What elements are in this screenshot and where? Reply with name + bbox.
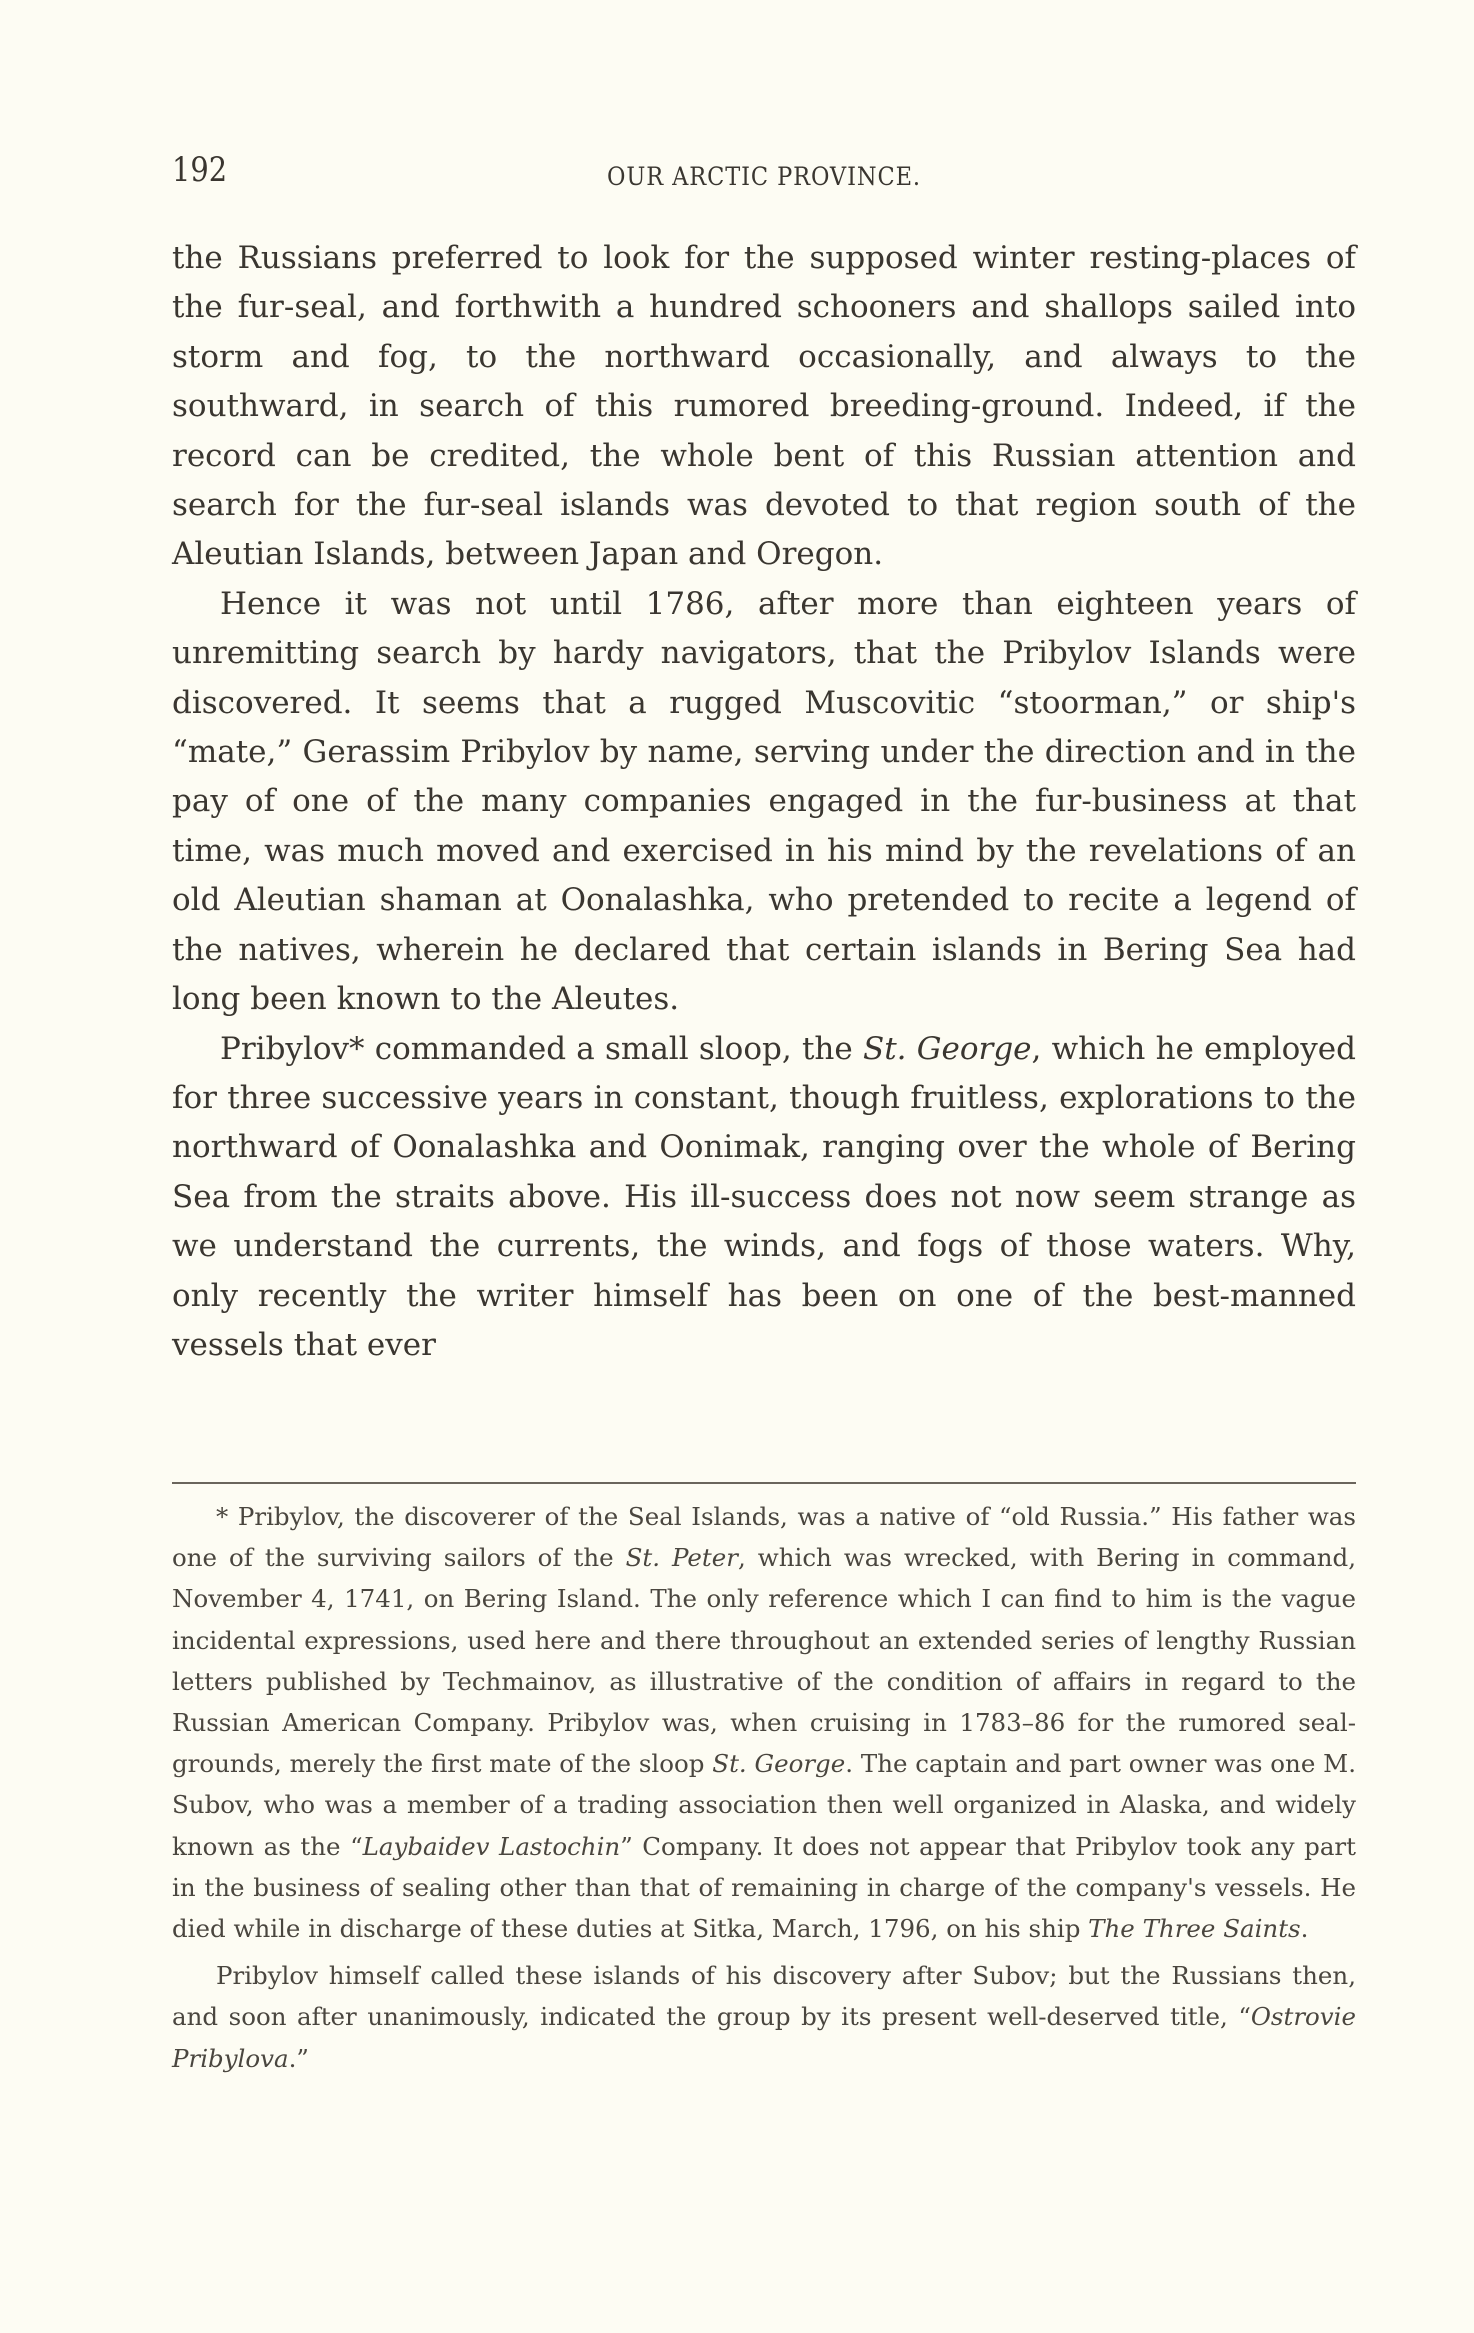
footnote-text: , which was wrecked, with Bering in command, November 4, 1741, on Bering Island. The only reference which I can find to him is the vague incidental expressions, used here and there throughout an extended series of lengthy Russian letters published by Techmainov, as illustrative of the condition of affairs in regard to the Russian American Company. Pribylov was, when cruising in 1783–86 for the rumored seal-grounds, merely the first mate of the sloop [172, 1543, 1356, 1779]
paragraph: the Russians preferred to look for the supposed winter resting-places of the fur-seal, and forthwith a hundred schooners and shallops sailed into storm and fog, to the northward occasionally, and always to the southward, in search of this rumored breeding-ground. Indeed, if the record can be credited, the whole bent of this Russian attention and search for the fur-seal islands was devoted to that region south of the Aleutian Islands, between Japan and Oregon. [172, 240, 1356, 573]
ship-name: St. Peter [625, 1543, 738, 1573]
paragraph-text: Pribylov* commanded a small sloop, the [220, 1030, 863, 1067]
paragraph: Hence it was not until 1786, after more than eighteen years of unremitting search by hardy navigators, that the Pribylov Islands were discovered. It seems that a rugged Muscovitic “stoorman,” or ship's “mate,” Gerassim Pribylov by name, serving under the direction and in the pay of one of the many companies engaged in the fur-business at that time, was much moved and exercised in his mind by the revelations of an old Aleutian shaman at Oonalashka, who pretended to recite a legend of the natives, wherein he declared that certain islands in Bering Sea had long been known to the Aleutes. [172, 585, 1356, 1018]
page-number: 192 [172, 150, 228, 190]
island-title: Ostrovie Pribylova [172, 2002, 1356, 2073]
ship-name: St. George [862, 1030, 1032, 1067]
page-header [172, 150, 1356, 200]
running-head: OUR ARCTIC PROVINCE. [607, 162, 921, 191]
footnote-divider [172, 1482, 1356, 1484]
footnote [172, 1955, 1356, 2079]
footnote [172, 1496, 1356, 1949]
footnote-text: . The captain and part owner was one M. Subov, who was a member of a trading association then well organized in Alaska, and widely known as the “ [172, 1749, 1357, 1861]
footnote-text: * Pribylov, the discoverer of the Seal Islands, was a native of “old Russia.” His father was one of the surviving sailors of the [172, 1502, 1356, 1573]
ship-name: St. George [712, 1749, 846, 1779]
footnotes [172, 1496, 1356, 2079]
company-name: Laybaidev Lastochin [362, 1831, 621, 1861]
paragraph [172, 1025, 1356, 1371]
body-text [172, 234, 1356, 1370]
paragraph-text: , which he employed for three successive years in constant, though fruitless, explorations to the northward of Oonalashka and Oonimak, ranging over the whole of Bering Sea from the straits above. His ill-success does not now seem strange as we understand the currents, the winds, and fogs of those waters. Why, only recently the writer himself has been on one of the best-manned vessels that ever [172, 1030, 1356, 1363]
footnote-text: .” [288, 2043, 309, 2073]
ship-name: The Three Saints [1088, 1914, 1301, 1944]
footnote-text: Pribylov himself called these islands of his discovery after Subov; but the Russians then, and soon after unanimously, indicated the group by its present well-deserved title, “ [172, 1961, 1356, 2032]
footnote-text: ” Company. It does not appear that Pribylov took any part in the business of sealing other than that of remaining in charge of the company's vessels. He died while in discharge of these duties at Sitka, March, 1796, on his ship [172, 1831, 1356, 1944]
footnote-text: . [1300, 1914, 1309, 1944]
